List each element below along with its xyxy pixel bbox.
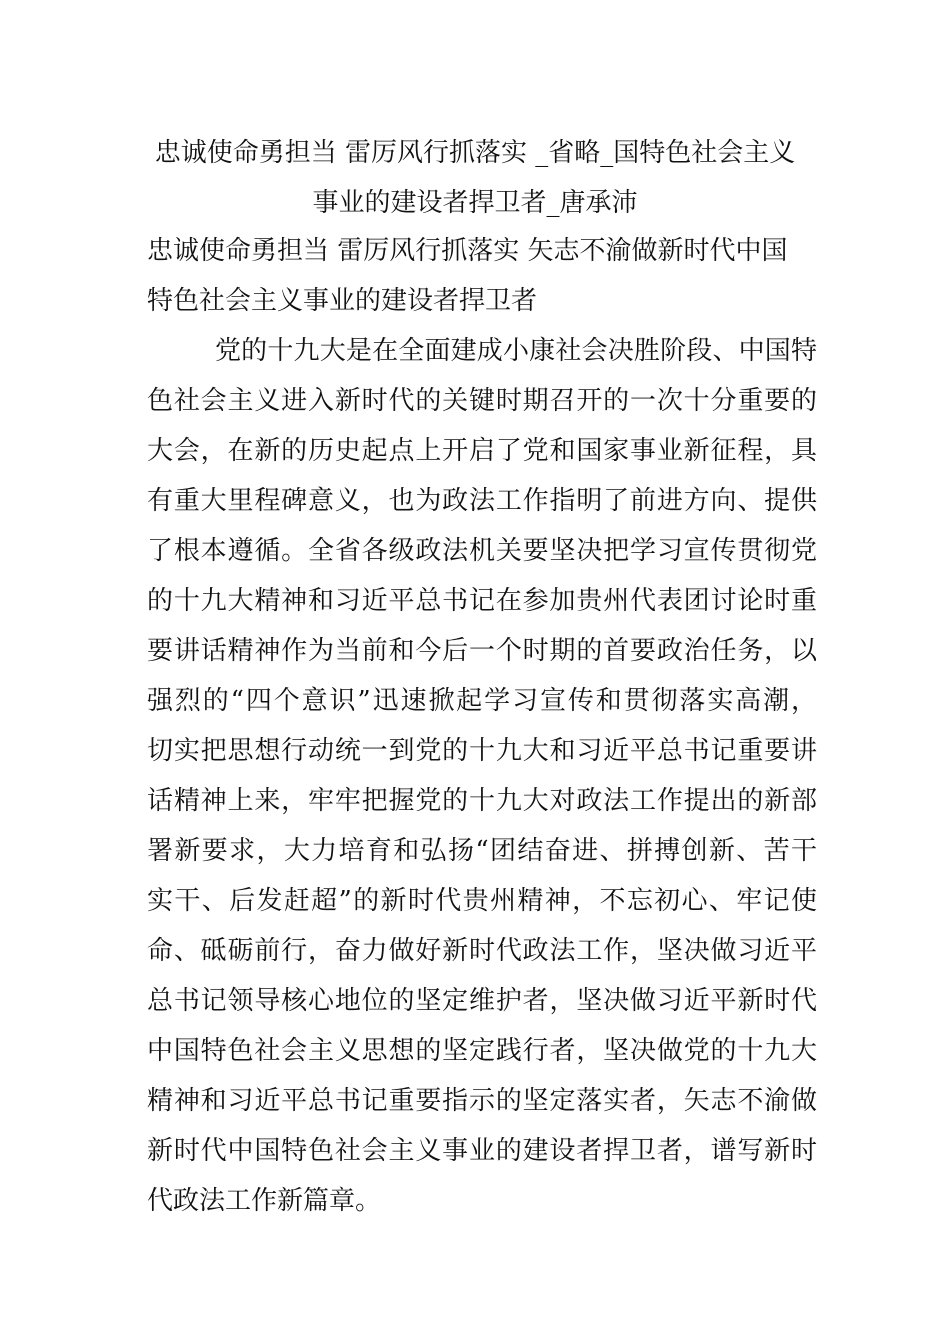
subtitle-line: 特色社会主义事业的建设者捍卫者 (147, 286, 538, 316)
document-subtitle (147, 226, 817, 326)
body-line: 中国特色社会主义思想的坚定践行者，坚决做党的十九大 (147, 1036, 817, 1066)
body-paragraph (147, 326, 817, 1226)
body-line: 代政法工作新篇章。 (147, 1186, 382, 1216)
body-line: 强烈的“四个意识”迅速掀起学习宣传和贯彻落实高潮， (147, 686, 817, 716)
body-line: 有重大里程碑意义，也为政法工作指明了前进方向、提供 (147, 486, 817, 516)
body-line: 话精神上来，牢牢把握党的十九大对政法工作提出的新部 (147, 786, 817, 816)
body-line: 精神和习近平总书记重要指示的坚定落实者，矢志不渝做 (147, 1086, 817, 1116)
body-line: 大会，在新的历史起点上开启了党和国家事业新征程，具 (147, 436, 817, 466)
body-line: 新时代中国特色社会主义事业的建设者捍卫者，谱写新时 (147, 1136, 817, 1166)
body-line: 命、砥砺前行，奋力做好新时代政法工作，坚决做习近平 (147, 936, 817, 966)
body-line: 了根本遵循。全省各级政法机关要坚决把学习宣传贯彻党 (147, 536, 817, 566)
body-line: 色社会主义进入新时代的关键时期召开的一次十分重要的 (147, 386, 817, 416)
body-line: 实干、后发赶超”的新时代贵州精神，不忘初心、牢记使 (147, 886, 817, 916)
body-line: 署新要求，大力培育和弘扬“团结奋进、拼搏创新、苦干 (147, 836, 817, 866)
body-line: 的十九大精神和习近平总书记在参加贵州代表团讨论时重 (147, 586, 817, 616)
body-line: 总书记领导核心地位的坚定维护者，坚决做习近平新时代 (147, 986, 817, 1016)
subtitle-line: 忠诚使命勇担当 雷厉风行抓落实 矢志不渝做新时代中国 (147, 236, 788, 266)
title-line: 忠诚使命勇担当 雷厉风行抓落实 _省略_国特色社会主义 (154, 138, 796, 168)
body-line: 切实把思想行动统一到党的十九大和习近平总书记重要讲 (147, 736, 817, 766)
title-line: 事业的建设者捍卫者_唐承沛 (312, 188, 638, 218)
body-line: 要讲话精神作为当前和今后一个时期的首要政治任务，以 (147, 636, 817, 666)
document-title (120, 128, 830, 228)
body-line: 党的十九大是在全面建成小康社会决胜阶段、中国特 (215, 336, 817, 366)
